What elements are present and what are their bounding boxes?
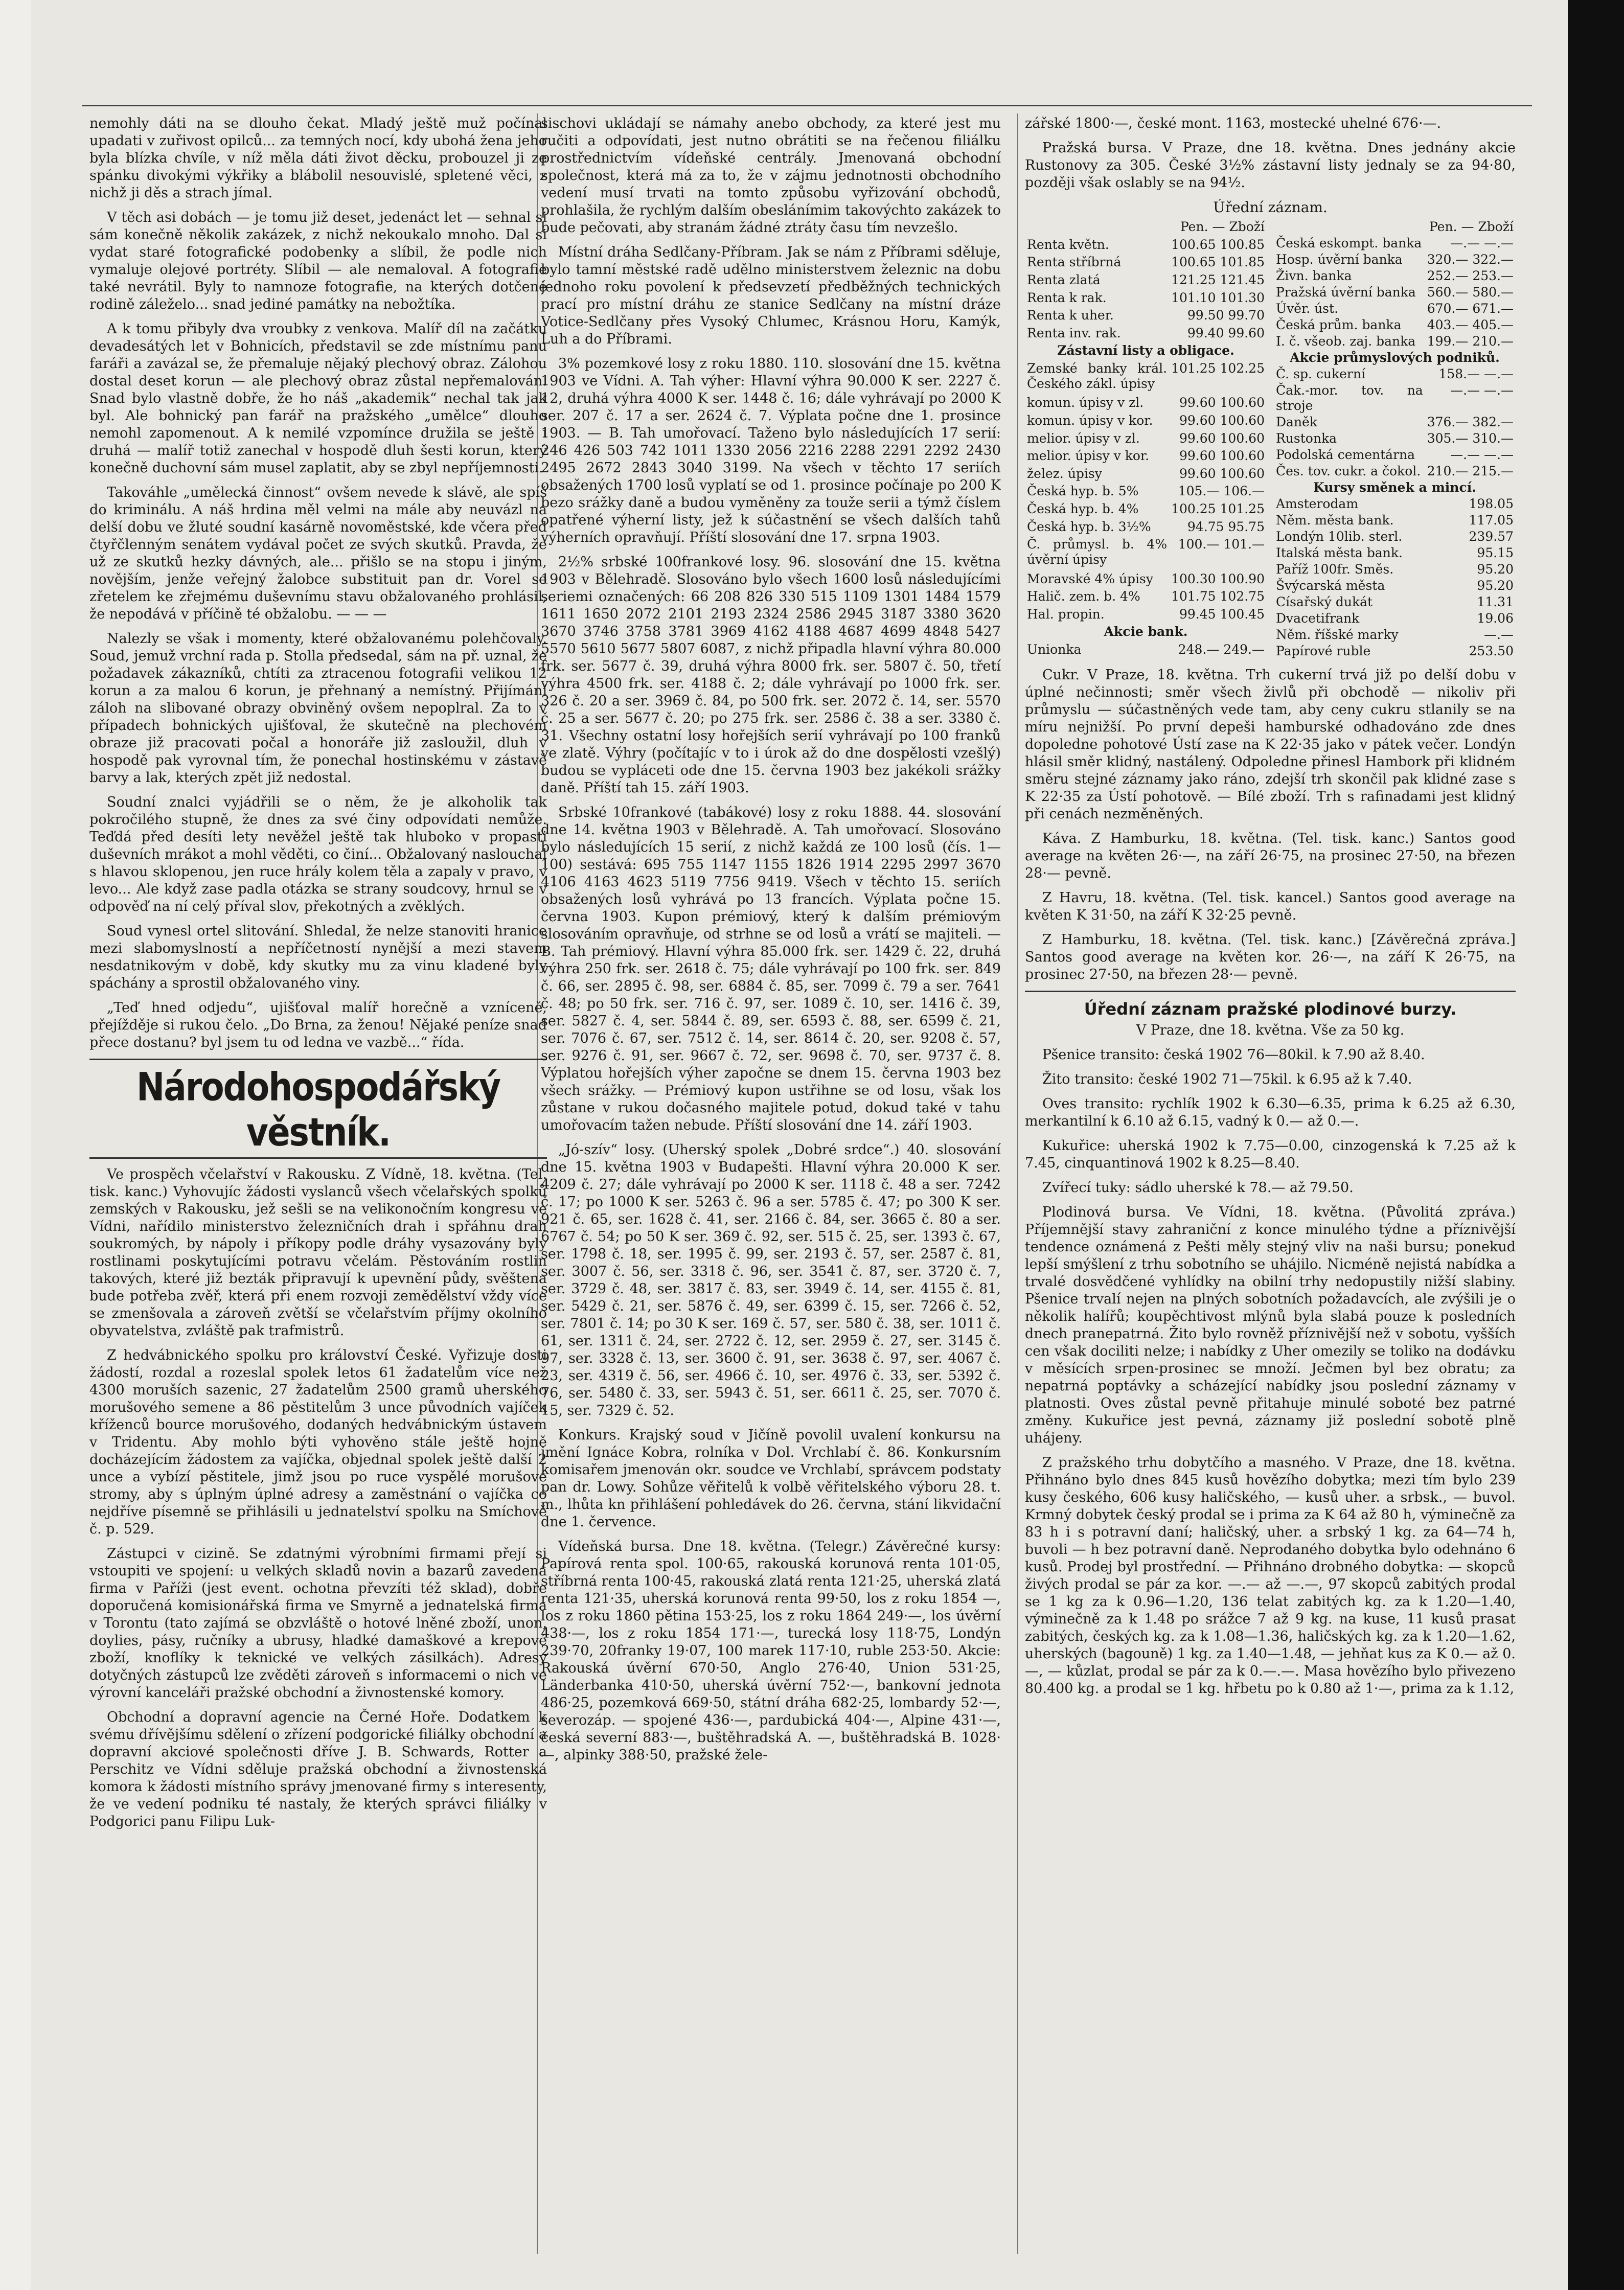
security-name: Úvěr. úst. bbox=[1276, 301, 1339, 316]
section-rule bbox=[89, 1059, 547, 1060]
security-name: Renta k rak. bbox=[1027, 290, 1107, 305]
column-1 bbox=[89, 115, 547, 2259]
top-rule bbox=[82, 105, 1532, 106]
quote-value: 239.57 bbox=[1469, 529, 1514, 544]
exchange-tables bbox=[1025, 216, 1516, 667]
security-name: Halič. zem. b. 4% bbox=[1027, 589, 1140, 604]
quote-value: 95.20 bbox=[1477, 562, 1514, 577]
article-paragraph: Takováhle „umělecká činnost“ ovšem nevede k slávě, ale spíš do kriminálu. A náš hrdina měl velmi na mále aby neuvázl na delší dobu ve žluté soudní kasárně novoměstské, kde včera před čtyřčlenným senátem vydával počet ze svých skutků. Pravda, že už ze skutků hezky dávných, ale... přišlo se na stopu i jiným, novějším, jenže veřejný žalobce substituit pan dr. Vorel se zřetelem ke zřejmému duševnímu stavu obžalovaného prohlásil, že nepodává v příčině té obžalobu. — — — bbox=[89, 485, 547, 622]
exchange-row bbox=[1025, 624, 1267, 642]
vienna-exchange-report: Vídeňská bursa. Dne 18. května. (Telegr.) Závěrečné kursy: Papírová renta spol. 100·65, rakouská korunová renta 101·05, stříbrná renta 100·45, rakouská zlatá renta 121·25, uherská zlatá renta 121·35, uherská korunová renta 99·50, los z roku 1854 —, los z roku 1860 pětina 153·25, los z roku 1864 249·—, los úvěrní 438·—, los z roku 1854 171·—, turecká losy 118·75, Londýn 239·70, 20franky 19·07, 100 marek 117·10, ruble 253·50. Akcie: Rakouská úvěrní 670·50, Anglo 276·40, Union 531·25, Länderbanka 410·50, uherská úvěrní 752·—, bankovní jednota 486·25, pozemková 669·50, státní dráha 682·25, lombardy 52·—, severozáp. — spojené 436·—, pardubická 404·—, Alpine 431·—, česká severní 883·—, buštěhradská A. —, buštěhradská B. 1028·—, alpinky 388·50, pražské žele- bbox=[541, 1539, 1001, 1763]
exchange-table-title: Úřední záznam. bbox=[1213, 199, 1328, 216]
commodity-report: Káva. Z Hamburku, 18. května. (Tel. tisk. kanc.) Santos good average na květen 26·—, na září 26·75, na prosinec 27·50, na březen 28·— pevně. bbox=[1025, 831, 1516, 881]
security-name: Zástavní listy a obligace. bbox=[1057, 343, 1234, 358]
exchange-row bbox=[1025, 642, 1267, 659]
grain-report: Pšenice transito: česká 1902 76—80kil. k 7.90 až 8.40. bbox=[1042, 1047, 1425, 1063]
security-name: Česká hyp. b. 4% bbox=[1027, 501, 1139, 517]
quote-value: 94.75 95.75 bbox=[1187, 519, 1265, 534]
section-title: Národohospodářský věstník. bbox=[136, 1064, 500, 1155]
exchange-row bbox=[1025, 254, 1267, 272]
exchange-row bbox=[1274, 627, 1516, 643]
column-2 bbox=[541, 115, 1001, 2259]
exchange-row bbox=[1025, 448, 1267, 466]
quote-value: 252.— 253.— bbox=[1427, 268, 1514, 283]
exchange-row bbox=[1025, 430, 1267, 448]
economic-news-item: Z hedvábnického spolku pro království České. Vyřizuje dosti žádostí, rozdal a rozeslal spolek letos 61 žadatelům více než 4300 moruších sazenic, 27 žadatelům 2500 gramů uherského morušového semene a 86 pěstitelům 3 unce původních vajíček kříženců bource morušového, dodaných hedvábnickým ústavem v Tridentu. Aby mohlo býti vyhověno stále ještě hojně docházejícím žádostem za vajíčka, objednal spolek ještě další 2 unce a vybízí pěstitele, jimž jsou po ruce vyspělé morušové stromy, aby s úplným úplné adresy a zaměstnání o vajíčka co nejdříve písemně se přihlásili u jednatelství spolku na Smíchově č. p. 529. bbox=[89, 1347, 547, 1537]
exchange-row bbox=[1274, 479, 1516, 496]
economic-news-item: Ve prospěch včelařství v Rakousku. Z Vídně, 18. května. (Tel. tisk. kanc.) Vyhovujíc žádosti vyslanců všech včelařských spolků zemských v Rakousku, jež sešli se na velikonočním kongresu ve Vídni, nařídilo ministerstvo železničních drah i spřáhnu drah soukromých, by nápoly i příkopy podle dráhy vysazovány byly rostlinami poskytujícími potravu včelám. Pěstováním rostlin takových, které již bezták připravují k upevnění půdy, svěštena bude potřeba zvěř, která při enem rozvoji zemědělství vždy více se zmenšovala a zároveň zvětší se včelařstvím příjmy okolního obyvatelstva, zvláště pak trafmistrů. bbox=[89, 1166, 547, 1339]
quote-value: 199.— 210.— bbox=[1427, 334, 1514, 349]
article-paragraph: Soudní znalci vyjádřili se o něm, že je alkoholik tak pokročilého stupně, že dnes za své činy odpovídati nemůže. Teďdá před desíti lety nevěžel ještě tak hluboko v propasti duševních mrákot a mohl věděti, co činí... Obžalovaný naslouchal s hlavou sklopenou, jen ruce hrály kolem těla a zapaly v pravo, v levo... Ale když zase padla otázka se strany soudcovy, hrnul se v odpověď na ní celý příval slov, překotných a zvěklých. bbox=[89, 794, 547, 914]
exchange-row bbox=[1274, 382, 1516, 414]
security-name: Č. sp. cukerní bbox=[1276, 367, 1365, 381]
quote-value: 11.31 bbox=[1477, 594, 1514, 609]
security-name: Unionka bbox=[1027, 642, 1082, 657]
exchange-row bbox=[1025, 360, 1267, 395]
security-name: melior. úpisy v kor. bbox=[1027, 448, 1150, 464]
quote-value: 99.50 99.70 bbox=[1187, 308, 1265, 323]
security-name: Čes. tov. cukr. a čokol. bbox=[1276, 464, 1421, 478]
quote-value: 95.15 bbox=[1477, 545, 1514, 560]
exchange-row bbox=[1274, 235, 1516, 251]
quote-value: 101.75 102.75 bbox=[1171, 589, 1265, 604]
security-name: Rustonka bbox=[1276, 431, 1337, 446]
exchange-row bbox=[1025, 483, 1267, 501]
exchange-row bbox=[1274, 578, 1516, 594]
security-name: Renta k uher. bbox=[1027, 308, 1114, 323]
exchange-row bbox=[1274, 643, 1516, 659]
security-name: Papírové ruble bbox=[1276, 644, 1371, 658]
exchange-row bbox=[1274, 251, 1516, 268]
economic-news-item: Zástupci v cizině. Se zdatnými výrobními firmami přejí si vstoupiti ve spojení: u velkých skladů novin a bazarů zavedená firma v Paříži (jest event. ochotna převzíti též sklad), dobře doporučená komisionářská firma ve Smyrně a jednatelská firma v Torontu (tato zajímá se obzvláště o hotové lněné zboží, unon, doylies, pásy, ručníky a ubrusy, hladké damaškové a krepové zboží, knoflíky k teknické ve velkých zásilkách). Adresy dotyčných zástupců lze zvěděti zároveň s informacemi o nich ve výrovní kanceláři pražské obchodní a živnostenské komory. bbox=[89, 1546, 547, 1701]
grain-report: Oves transito: rychlík 1902 k 6.30—6.35, prima k 6.25 až 6.30, merkantilní k 6.10 až 6.15, vadný k 0.— až 0.—. bbox=[1025, 1096, 1516, 1129]
security-name: komun. úpisy v kor. bbox=[1027, 413, 1153, 428]
security-name: Česká hyp. b. 5% bbox=[1027, 484, 1139, 499]
exchange-row bbox=[1274, 545, 1516, 561]
exchange-row bbox=[1274, 333, 1516, 350]
exchange-row bbox=[1274, 447, 1516, 463]
exchange-row bbox=[1274, 463, 1516, 479]
security-name: Česká eskompt. banka bbox=[1276, 236, 1422, 250]
quote-value: 100.— 101.— bbox=[1178, 537, 1265, 552]
grain-report: Kukuřice: uherská 1902 k 7.75—0.00, cinzogenská k 7.25 až k 7.45, cinquantinová 1902 k 8.25—8.40. bbox=[1025, 1138, 1516, 1171]
quote-value: 253.50 bbox=[1469, 644, 1514, 658]
exchange-row bbox=[1274, 366, 1516, 382]
security-name: Zemské banky král. Českého zákl. úpisy bbox=[1027, 361, 1168, 392]
exchange-row bbox=[1025, 588, 1267, 606]
quote-value: 248.— 249.— bbox=[1178, 642, 1265, 657]
exchange-row bbox=[1025, 237, 1267, 255]
security-name: Akcie průmyslových podniků. bbox=[1290, 350, 1500, 365]
security-name: Švýcarská města bbox=[1276, 578, 1385, 593]
scan-left-edge bbox=[0, 0, 31, 2290]
quote-value: —.— —.— bbox=[1450, 447, 1514, 462]
security-name: Něm. města bank. bbox=[1276, 513, 1394, 528]
exchange-row bbox=[1025, 519, 1267, 537]
security-name: želez. úpisy bbox=[1027, 466, 1102, 481]
quote-value: 99.60 100.60 bbox=[1179, 430, 1265, 446]
security-name: Česká prům. banka bbox=[1276, 317, 1402, 332]
grain-report: Plodinová bursa. Ve Vídni, 18. května. (Půvolitá zpráva.) Příjemnější stavy zahraniční z konce minulého týdne a příznivější tendence oznámená z Pešti měly stejný vliv na naši bursu; ponekud lepší smýšlení z trhu sobotního se uhájilo. Nicméně nejistá nabídka a trvalé dosvědčené vyhlídky na obilní trhy nedopustily nižší slabiny. Pšenice trvalí nejen na plných sobotních požadavcích, ale zvýšili je o několik halířů; koupěchtivost mlýnů byla slabá pouze k posledních dnech pranepatrná. Žito bylo rovněž příznivější než v sobotu, vyšších cen však dociliti nelze; i nabídky z Uher omezily se toliko na dodávku v měsících srpen-prosinec se množí. Ječmen byl bez obratu; za nepatrná poptávky a scházející nabídky jsou poslední záznamy v platnosti. Oves zůstal pevně přitahuje minulé soboté bez patrné změny. Kukuřice jest pevná, záznamy již poslední sobotě plně uhájeny. bbox=[1025, 1204, 1516, 1446]
exchange-row bbox=[1025, 290, 1267, 308]
commodity-report: Cukr. V Praze, 18. května. Trh cukerní trvá již po delší dobu v úplné nečinnosti; směr všech živlů při obchodě — nikoliv při průmyslu — súčastněných vede tam, aby ceny cukru stlanily se na míru nejnižší. Po první depeši hamburské odhadováno zde dnes dopoledne pohotové Ústí zase na K 22·35 jako v pátek večer. Londýn hlásil směr klidný, nastálený. Odpoledne přinesl Hambork při klidném směru stejné záznamy jako ráno, zdejší trh skončil pak klidné zase s K 22·35 za Ústí pohotově. — Bílé zboží. Trh s rafinadami jest klidný při cenách nezměněných. bbox=[1025, 667, 1516, 822]
security-name: Dvacetifrank bbox=[1276, 611, 1360, 626]
quote-value: 320.— 322.— bbox=[1427, 252, 1514, 267]
scan-dark-border bbox=[1568, 0, 1624, 2290]
quote-value: 198.05 bbox=[1469, 496, 1514, 511]
bankruptcy-notice: Konkurs. Krajský soud v Jičíně povolil uvalení konkursu na jmění Ignáce Kobra, rolníka v Dol. Vrchlabí č. 86. Konkursním komisařem jmenován okr. soudce ve Vrchlabí, správcem podstaty pan dr. Lowy. Sohůze věřitelů k volbě věřitelského výboru 28. t. m., lhůta kn přihlášení pohledávek do 26. června, stání likvidační dne 1. července. bbox=[541, 1427, 1001, 1530]
quote-value: 99.60 100.60 bbox=[1179, 395, 1265, 410]
security-name: Živn. banka bbox=[1276, 268, 1352, 283]
exchange-row bbox=[1025, 395, 1267, 413]
security-name: Císařský dukát bbox=[1276, 594, 1373, 609]
economic-news-item: Obchodní a dopravní agencie na Černé Hoře. Dodatkem k svému dřívějšímu sdělení o zřízení podgorické filiálky obchodní a dopravní akciové společnosti dříve J. B. Schwards, Rotter a Perschitz ve Vídni sděluje pražská obchodní a živnostenská komora k žádosti místního správy jmenované firmy s interesenty, že ve vedení podniku té nastaly, že kterých správci filiálky v Podgorici panu Filipu Luk- bbox=[89, 1709, 547, 1829]
exchange-row bbox=[1025, 501, 1267, 519]
security-name: Akcie bank. bbox=[1104, 624, 1188, 639]
section-rule bbox=[1025, 991, 1516, 992]
quote-value: 99.60 100.60 bbox=[1179, 466, 1265, 481]
quote-value: 376.— 382.— bbox=[1427, 415, 1514, 429]
column-3 bbox=[1025, 115, 1516, 2259]
quote-value: 560.— 580.— bbox=[1427, 285, 1514, 300]
exchange-row bbox=[1274, 317, 1516, 333]
security-name: melior. úpisy v zl. bbox=[1027, 430, 1140, 446]
grain-report: Zvířecí tuky: sádlo uherské k 78.— až 79.50. bbox=[1042, 1180, 1354, 1196]
quote-value: —.— —.— bbox=[1450, 383, 1514, 398]
exchange-row bbox=[1025, 571, 1267, 589]
article-paragraph: Nalezly se však i momenty, které obžalovanému polehčovaly. Soud, jemuž vrchní rada p. Stolla předsedal, sám na př. uznal, že požadavek zákazníků, chtíti za ztracenou fotografii velikou 12 korun a za malou 6 korun, je přehnaný a nemístný. Přijímání záloh na slibované obrazy obviněný ovšem nepoplral. Za to v případech bohnických ujišťoval, že skutečně na plechovém obraze již pracovati počal a honoráře již zasloužil, dluh v hospodě pak vyrovnal tím, že ponechal hostinskému v zástavě barvy a lak, kterých zpět již nedostal. bbox=[89, 631, 547, 786]
article-paragraph: Soud vynesl ortel slitování. Shledal, že nelze stanoviti hranice mezi slabomyslností a nepříčetností nynější a mezi stavem nesdatnikovým v době, kdy skutky mu za vinu kladené byly spáchány a sprostil obžalovaného viny. bbox=[89, 923, 547, 991]
quote-value: 99.45 100.45 bbox=[1179, 606, 1265, 622]
exchange-row bbox=[1274, 301, 1516, 317]
quote-value: —.— —.— bbox=[1450, 236, 1514, 250]
section-rule bbox=[89, 1157, 547, 1159]
exchange-report: zářské 1800·—, české mont. 1163, mostecké uhelné 676·—. bbox=[1025, 116, 1442, 131]
exchange-row bbox=[1274, 512, 1516, 529]
exchange-row bbox=[1025, 466, 1267, 484]
quote-value: 403.— 405.— bbox=[1427, 317, 1514, 332]
column-separator bbox=[1017, 113, 1018, 2254]
security-name: Pražská úvěrní banka bbox=[1276, 285, 1416, 300]
security-name: Paříž 100fr. Směs. bbox=[1276, 562, 1394, 577]
quote-value: 99.40 99.60 bbox=[1187, 325, 1265, 340]
exchange-row bbox=[1274, 350, 1516, 366]
security-name: Čak.-mor. tov. na stroje bbox=[1276, 383, 1423, 413]
quote-value: 670.— 671.— bbox=[1427, 301, 1514, 316]
exchange-row bbox=[1274, 430, 1516, 447]
quote-value: 121.25 121.45 bbox=[1171, 272, 1265, 287]
exchange-row bbox=[1025, 536, 1267, 570]
exchange-row bbox=[1274, 284, 1516, 301]
column-header: Pen. — Zboží bbox=[1429, 219, 1514, 234]
security-name: Něm. říšské marky bbox=[1276, 627, 1399, 642]
quote-value: 105.— 106.— bbox=[1178, 484, 1265, 499]
exchange-row bbox=[1274, 529, 1516, 545]
grain-report: V Praze, dne 18. května. Vše za 50 kg. bbox=[1136, 1022, 1405, 1038]
quote-value: 99.60 100.60 bbox=[1179, 413, 1265, 428]
cattle-market-report: Z pražského trhu dobytčího a masného. V Praze, dne 18. května. Přihnáno bylo dnes 845 kusů hovězího dobytka; mezi tím bylo 239 kusy českého, 606 kusy haličského, — kusů uher. a srbsk., — buvol. Krmný dobytek český prodal se i prima za K 64 až 80 h, výminečně za 83 h i s potravní daní; haličský, uher. a srbský 1 kg. za 64—74 h, buvoli — h bez potravní daně. Neprodaného dobytka bylo odehnáno 6 kusů. Prodej byl prostřední. — Přihnáno drobného dobytka: — skopců živých prodal se pár za kor. —.— až —.—, 97 skopců zabitých prodal se 1 kg za k 0.96—1.20, 136 telat zabitých kg. za k 1.20—1.40, výminečně za k 1.48 po srážce 7 až 9 kg. na kuse, 11 kusů prasat zabitých, českých kg. za k 1.08—1.36, haličských kg. za k 1.20—1.62, uherských (bagouně) 1 kg. za 1.40—1.48, — jehňat kus za K 0.— až 0.—, — kůzlat, prodal se pár za k 0.—.—. Masa hovězího bylo přivezeno 80.400 kg. a prodal se 1 kg. hřbetu po k 0.80 až 1·—, prima za k 1.12, bbox=[1025, 1455, 1516, 1697]
economic-news-item: Místní dráha Sedlčany-Příbram. Jak se nám z Příbrami sděluje, bylo tamní městské radě udělno ministerstvem železnic na dobu jednoho roku povolení k předsevzetí předběžných technických prací pro místní dráhu ze stanice Sedlčany na místní dráze Votice-Sedlčany přes Vysoký Chlumec, Krásnou Horu, Kamýk, Luh a do Příbrami. bbox=[541, 244, 1001, 347]
quote-value: 100.65 100.85 bbox=[1171, 237, 1265, 252]
quote-value: 99.60 100.60 bbox=[1179, 448, 1265, 464]
quote-value: —.— bbox=[1484, 627, 1514, 642]
exchange-row bbox=[1025, 272, 1267, 290]
security-name: Renta inv. rak. bbox=[1027, 325, 1121, 340]
security-name: Hal. propin. bbox=[1027, 606, 1105, 622]
exchange-row bbox=[1025, 325, 1267, 343]
security-name: Podolská cementárna bbox=[1276, 447, 1415, 462]
security-name: Hosp. úvěrní banka bbox=[1276, 252, 1403, 267]
lottery-results: „Jó-szív“ losy. (Uherský spolek „Dobré srdce“.) 40. slosování dne 15. května 1903 v Budapešti. Hlavní výhra 20.000 K ser. 4209 č. 27; dále vyhrávají po 2000 K ser. 1118 č. 48 a ser. 7242 č. 17; po 1000 K ser. 5263 č. 96 a ser. 5785 č. 47; po 300 K ser. 921 č. 65, ser. 1628 č. 41, ser. 2166 č. 84, ser. 3665 č. 80 a ser. 6767 č. 54; po 50 K ser. 369 č. 92, ser. 515 č. 25, ser. 1393 č. 67, ser. 1798 č. 18, ser. 1995 č. 99, ser. 2193 č. 57, ser. 2587 č. 81, ser. 3007 č. 56, ser. 3318 č. 96, ser. 3541 č. 87, ser. 3720 č. 7, ser. 3729 č. 48, ser. 3817 č. 83, ser. 3949 č. 14, ser. 4155 č. 81, ser. 5429 č. 21, ser. 5876 č. 49, ser. 6399 č. 15, ser. 7266 č. 52, ser. 7801 č. 14; po 30 K ser. 169 č. 57, ser. 580 č. 38, ser. 1011 č. 61, ser. 1311 č. 24, ser. 2722 č. 12, ser. 2959 č. 27, ser. 3145 č. 97, ser. 3328 č. 13, ser. 3600 č. 91, ser. 3638 č. 97, ser. 4067 č. 23, ser. 4319 č. 56, ser. 4966 č. 10, ser. 4976 č. 33, ser. 5392 č. 76, ser. 5480 č. 33, ser. 5943 č. 51, ser. 6611 č. 25, ser. 7070 č. 15, ser. 7329 č. 52. bbox=[541, 1142, 1001, 1418]
article-paragraph: nemohly dáti na se dlouho čekat. Mladý ještě muž počínal upadati v zuřivost opilců... za temných nocí, kdy ubohá žena jeho byla blízka chvíle, v níž měla dáti život děcku, probouzel ji ze spánku divokými výkřiky a blábolil nesouvislé, spletené věci, z nichž ji děs a strach jímal. bbox=[89, 116, 547, 201]
security-name: Amsterodam bbox=[1276, 496, 1359, 511]
quote-value: 117.05 bbox=[1469, 513, 1514, 528]
exchange-report: Pražská bursa. V Praze, dne 18. května. Dnes jednány akcie Rustonovy za 305. České 3½% zástavní listy jednaly se za 94·80, později však oslably se na 94½. bbox=[1025, 140, 1516, 191]
quote-value: 101.10 101.30 bbox=[1171, 290, 1265, 305]
exchange-row bbox=[1025, 342, 1267, 360]
security-name: Londýn 10lib. sterl. bbox=[1276, 529, 1403, 544]
quote-value: 19.06 bbox=[1477, 611, 1514, 626]
security-name: Moravské 4% úpisy bbox=[1027, 571, 1154, 586]
grain-exchange-title: Úřední záznam pražské plodinové burzy. bbox=[1084, 999, 1457, 1019]
security-name: Renta květn. bbox=[1027, 237, 1109, 252]
exchange-row bbox=[1274, 268, 1516, 284]
quote-value: 305.— 310.— bbox=[1427, 431, 1514, 446]
lottery-results: Srbské 10frankové (tabákové) losy z roku 1888. 44. slosování dne 14. května 1903 v Bělehradě. A. Tah umořovací. Slosováno bylo následujících 15 serií, z nichž každá ze 100 losů (čís. 1—100) sestává: 695 755 1147 1155 1826 1914 2295 2997 3670 4106 4163 4623 5119 7756 9419. Všech v těchto 15. seriích obsažených losů vyhrává po 13 francích. Výplata počne 15. června 1903. Kupon prémiový, který k dalším prémiovým slosováním opravňuje, od strhne se od losů a vrátí se majiteli. — B. Tah prémiový. Hlavní výhra 85.000 frk. ser. 1429 č. 22, druhá výhra 250 frk. ser. 2618 č. 75; dále vyhrávají po 100 frk. ser. 849 č. 66, ser. 2895 č. 98, ser. 6884 č. 85, ser. 7099 č. 79 a ser. 7641 č. 48; po 50 frk. ser. 716 č. 97, ser. 1089 č. 10, ser. 1416 č. 39, ser. 5827 č. 4, ser. 5844 č. 89, ser. 6593 č. 88, ser. 6599 č. 21, ser. 7076 č. 67, ser. 7512 č. 14, ser. 8614 č. 20, ser. 9208 č. 57, ser. 9276 č. 91, ser. 9667 č. 72, ser. 9698 č. 70, ser. 9737 č. 8. Výplatou hořejších výher započne se dnem 15. června 1903 bez všech srážky. — Prémiový kupon ustřihne se od losu, však los zůstane v rukou dočasného majitele potud, dokud také v tahu umořovacím tažen nebude. Příští slosování dne 14. září 1903. bbox=[541, 805, 1001, 1133]
exchange-table-right bbox=[1274, 219, 1516, 659]
quote-value: 101.25 102.25 bbox=[1171, 361, 1265, 376]
security-name: Renta stříbrná bbox=[1027, 255, 1122, 270]
quote-value: 210.— 215.— bbox=[1427, 464, 1514, 478]
quote-value: 95.20 bbox=[1477, 578, 1514, 593]
exchange-row bbox=[1274, 594, 1516, 610]
security-name: komun. úpisy v zl. bbox=[1027, 395, 1144, 410]
security-name: I. č. všeob. zaj. banka bbox=[1276, 334, 1416, 349]
security-name: Daněk bbox=[1276, 415, 1317, 429]
article-paragraph: V těch asi dobách — je tomu již deset, jedenáct let — sehnal si sám konečně několik zakázek, z nichž nekoukalo mnoho. Dal si vydat staré fotografické podobenky a slíbil, že podle nich vymaluje olejové portréty. Slíbil — ale nemaloval. A fotografie také nevrátil. Byly to namnoze fotografie, na kterých dotčené rodině záleželo... snad jediné památky na nebožtíka. bbox=[89, 210, 547, 312]
quote-value: 100.65 101.85 bbox=[1171, 255, 1265, 270]
quote-value: 158.— —.— bbox=[1438, 367, 1514, 381]
grain-report: Žito transito: české 1902 71—75kil. k 6.95 až k 7.40. bbox=[1042, 1071, 1412, 1087]
quote-value: 100.30 100.90 bbox=[1171, 571, 1265, 586]
security-name: Italská města bank. bbox=[1276, 545, 1403, 560]
commodity-report: Z Hamburku, 18. května. (Tel. tisk. kanc.) [Závěrečná zpráva.] Santos good average na květen kor. 26·—, na září K 26·75, na prosinec 27·50, na březen 28·— pevně. bbox=[1025, 932, 1516, 982]
article-paragraph: A k tomu přibyly dva vroubky z venkova. Malíř díl na začátku devadesátých let v Bohnicích, představil se zde místnímu panu faráři a zavázal se, že přemaluje nějaký plechový obraz. Zálohou dostal deset korun — ale plechový obraz zůstal nepřemalován. Snad bylo vlastně dobře, že ho náš „akademik“ nechal tak jak byl. Ale bohnický pan farář na pražského „umělce“ dlouho nemohl zapomenout. A k nemilé vzpomínce družila se ještě i druhá — malíř totiž zanechal v hospodě dluh šesti korun, který konečně duchovní sám musel zaplatit, aby se zbyl nepříjemnosti. bbox=[89, 321, 547, 476]
security-name: Č. průmysl. b. 4% úvěrní úpisy bbox=[1027, 537, 1168, 567]
economic-news-item: sischovi ukládají se námahy anebo obchody, za které jest mu ručiti a odpovídati, jest nutno obrátiti se na řečenou filiálku prostřednictvím vídeňské centrály. Jmenovaná obchodní společnost, která má za to, že v zájmu jednotnosti obchodního vedení musí trvati na tomto způsobu vyřizování obchodů, prohlašila, že rychlým dalším obeslánímim takovýchto zakázek to bude pečovati, aby stranám žádné ztráty času tím nevzešlo. bbox=[541, 116, 1001, 236]
exchange-row bbox=[1274, 561, 1516, 578]
quote-value: 100.25 101.25 bbox=[1171, 501, 1265, 517]
lottery-results: 3% pozemkové losy z roku 1880. 110. slosování dne 15. května 1903 ve Vídni. A. Tah výher: Hlavní výhra 90.000 K ser. 2227 č. 12, druhá výhra 4000 K ser. 1448 č. 16; dále vyhrávají po 2000 K ser. 207 č. 17 a ser. 2624 č. 7. Výplata počne dne 1. prosince 1903. — B. Tah umořovací. Taženo bylo následujících 17 serií: 246 426 503 742 1011 1330 2056 2216 2288 2291 2292 2430 2495 2672 2843 3040 3199. Na všech v těchto 17 seriích obsažených 1700 losů vyplatí se od 1. prosince počínaje po 200 K bezo srážky daně a budou vyměněny za touže serii a týmž číslem opatřené výherní listy, jež k súčastnění se všech dalších tahů výherních opravňují. Příští slosování dne 17. srpna 1903. bbox=[541, 356, 1001, 545]
exchange-table-left bbox=[1025, 219, 1267, 659]
lottery-results: 2½% srbské 100frankové losy. 96. slosování dne 15. května 1903 v Bělehradě. Slosováno bylo všech 1600 losů následujícími seriemi označených: 66 208 826 330 515 1109 1301 1484 1579 1611 1650 2072 2101 2193 2324 2586 2945 3187 3380 3620 3670 3746 3758 3781 3969 4162 4188 4687 4699 4848 5427 5570 5610 5677 5807 6087, z nichž připadla hlavní výhra 80.000 frk. ser. 5677 č. 39, druhá výhra 8000 frk. ser. 5807 č. 50, třetí výhra 4500 frk. ser. 4188 č. 2; dále vyhrávají po 1000 frk. ser. 326 č. 20 a ser. 3969 č. 84, po 500 frk. ser. 2072 č. 14, ser. 5570 č. 25 a ser. 5677 č. 20; po 275 frk. ser. 2586 č. 38 a ser. 3380 č. 31. Všechny ostatní losy hořejších serií vyhrávají po 100 franků ve zlatě. Výhry (počítajíc v to i úrok až do dne dospělosti vzešlý) budou se vypláceti ode dne 15. června 1903 bez jakékoli srážky daně. Příští tah 15. září 1903. bbox=[541, 554, 1001, 796]
security-name: Renta zlatá bbox=[1027, 272, 1101, 287]
exchange-row bbox=[1025, 307, 1267, 325]
security-name: Česká hyp. b. 3½% bbox=[1027, 519, 1151, 534]
exchange-row bbox=[1025, 413, 1267, 430]
column-header: Pen. — Zboží bbox=[1180, 219, 1265, 234]
security-name: Kursy směnek a mincí. bbox=[1313, 480, 1476, 495]
commodity-report: Z Havru, 18. května. (Tel. tisk. kancel.) Santos good average na květen K 31·50, na září K 32·25 pevně. bbox=[1025, 890, 1516, 923]
exchange-row bbox=[1274, 610, 1516, 627]
exchange-row bbox=[1274, 414, 1516, 430]
exchange-row bbox=[1025, 606, 1267, 624]
exchange-row bbox=[1274, 496, 1516, 512]
article-paragraph: „Teď hned odjedu“, ujišťoval malíř horečně a vzníceně, přejížděje si rukou čelo. „Do Brna, za ženou! Nějaké peníze snad přece dostanu? byl jsem tu od ledna ve vazbě...“ řída. bbox=[89, 1000, 547, 1050]
